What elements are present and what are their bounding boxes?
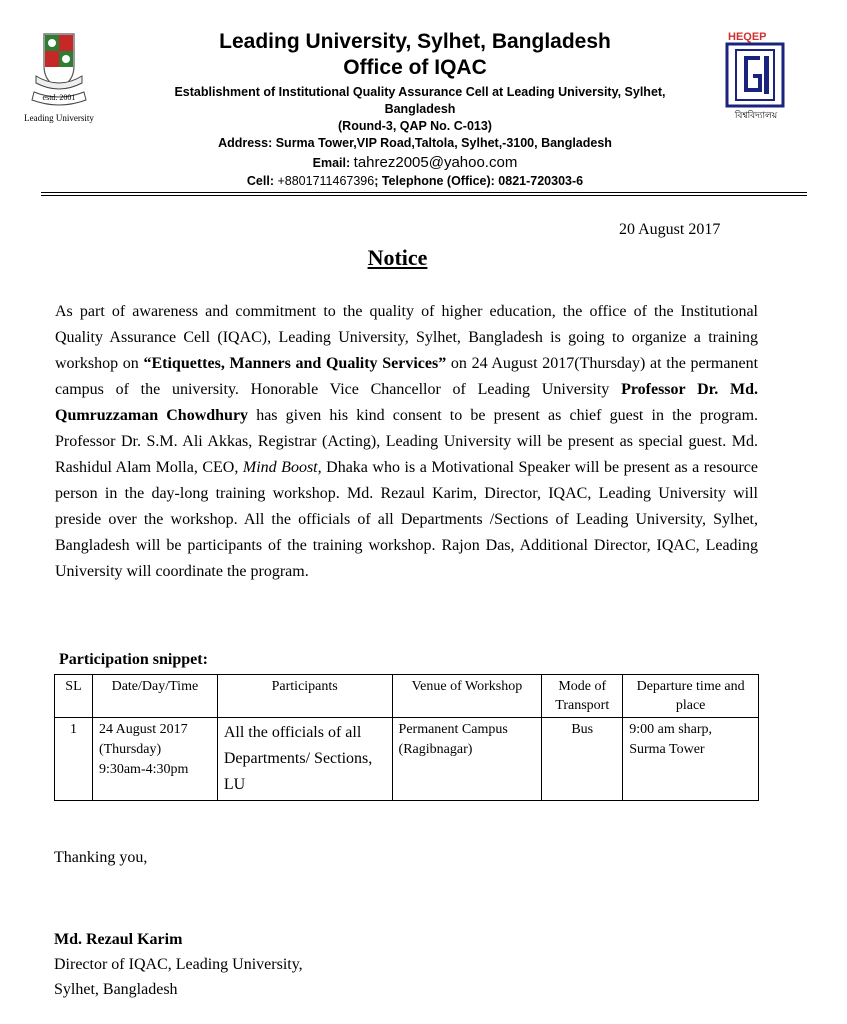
cell-venue (392, 718, 542, 801)
logo-caption-text: Leading University (24, 113, 94, 123)
table-header-row (55, 675, 759, 718)
heqep-text: HEQEP (728, 31, 767, 43)
cell-date-text: 24 August 2017 (98, 722, 188, 737)
notice-body (55, 299, 758, 585)
cell-time-text: 9:30am-4:30pm (98, 762, 189, 777)
vc-name: Professor Dr. Md. Qumruzzaman Chowdhury (55, 381, 759, 424)
cell-label: Cell: (246, 174, 274, 188)
body-text-3: has given his kind consent to be present as chief guest in the program. Professor Dr. S.M. Ali Akkas, Registrar (Acting), Leading University will be present as special guest. Md. Rashidul Alam Molla, CEO, (55, 407, 759, 476)
cell-participants: All the officials of all Departments/ Sections, LU (217, 718, 392, 801)
notice-title: Notice (367, 245, 428, 270)
cell-departure-place: Surma Tower (629, 742, 705, 757)
body-text-1: As part of awareness and commitment to the quality of higher education, the office of the Institutional Quality Assurance Cell (IQAC), Leading University, Sylhet, Bangladesh is going to organize a training workshop on (55, 303, 758, 372)
leading-university-logo (14, 26, 104, 126)
notice-date: 20 August 2017 (619, 221, 721, 238)
heqep-logo (724, 30, 790, 122)
body-text-2: on 24 August 2017(Thursday) at the permanent campus of the university. Honorable Vice Chancellor of Leading University (55, 355, 759, 398)
header-rule-top (41, 192, 807, 193)
establishment-line: Establishment of Institutional Quality Assurance Cell at Leading University, Sylhet, Bangladesh (174, 85, 666, 116)
col-header-date: Date/Day/Time (92, 675, 217, 718)
signatory-location: Sylhet, Bangladesh (54, 981, 178, 998)
email-address[interactable]: tahrez2005@yahoo.com (353, 154, 518, 171)
table-row (55, 718, 759, 801)
col-header-participants: Participants (217, 675, 392, 718)
logo-estd-text: estd. 2001 (42, 93, 76, 102)
email-line (110, 154, 720, 172)
office-name: Office of IQAC (343, 56, 487, 79)
signatory-title: Director of IQAC, Leading University, (54, 956, 303, 973)
closing-thanks: Thanking you, (54, 849, 148, 866)
header-rule-bottom (41, 195, 807, 196)
col-header-departure: Departure time and place (623, 675, 759, 718)
contact-line (110, 173, 720, 190)
cell-departure-time: 9:00 am sharp, (629, 722, 713, 737)
cell-mode: Bus (542, 718, 623, 801)
cell-day-text: (Thursday) (98, 742, 162, 757)
col-header-sl: SL (55, 675, 93, 718)
col-header-venue: Venue of Workshop (392, 675, 542, 718)
signatory-name: Md. Rezaul Karim (54, 931, 183, 948)
round-line: (Round-3, QAP No. C-013) (338, 119, 492, 133)
col-header-mode: Mode of Transport (542, 675, 623, 718)
institution-name: Leading University, Sylhet, Bangladesh (219, 30, 611, 53)
signature-block (54, 927, 303, 1002)
participation-table (54, 674, 759, 801)
email-label: Email: (312, 156, 351, 170)
cell-venue-sub-text: (Ragibnagar) (398, 742, 473, 757)
body-text-4: Dhaka who is a Motivational Speaker will be present as a resource person in the day-long training workshop. Md. Rezaul Karim, Director, IQAC, Leading University will preside over the workshop. All the officials of all Departments /Sections of Leading University, Sylhet, Bangladesh will be participants of the training workshop. Rajon Das, Additional Director, IQAC, Leading University will coordinate the program. (55, 459, 758, 580)
heqep-bengali-text: বিশ্ববিদ্যালয় (734, 111, 778, 121)
cell-venue-text: Permanent Campus (398, 722, 508, 737)
cell-departure (623, 718, 759, 801)
snippet-label: Participation snippet: (59, 651, 208, 668)
cell-sl: 1 (55, 718, 93, 801)
telephone-text: ; Telephone (Office): 0821-720303-6 (374, 174, 584, 188)
address-line: Address: Surma Tower,VIP Road,Taltola, Sylhet,-3100, Bangladesh (218, 136, 612, 150)
cell-number: +8801711467396 (277, 174, 375, 188)
company-name: Mind Boost, (242, 459, 322, 476)
cell-date (92, 718, 217, 801)
workshop-title: “Etiquettes, Manners and Quality Services” (143, 355, 447, 372)
